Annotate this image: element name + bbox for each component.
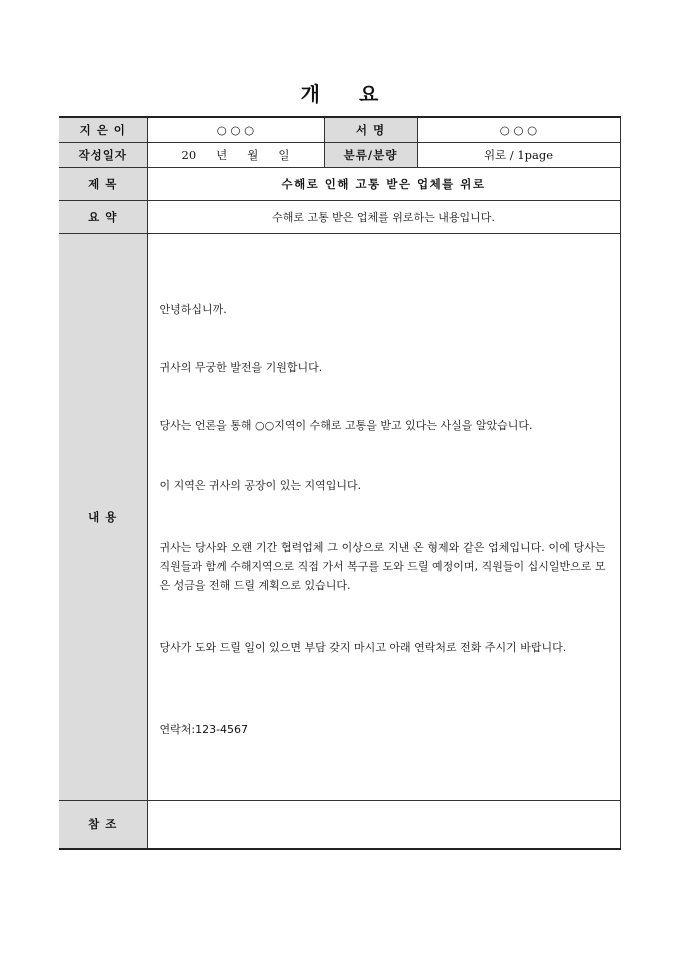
content-paragraph: 이 지역은 귀사의 공장이 있는 지역입니다. <box>159 478 362 492</box>
author-value: ○ ○ ○ <box>147 117 324 142</box>
date-row <box>59 142 620 167</box>
content-paragraph: 당사는 언론을 통해 ○○지역이 수해로 고통을 받고 있다는 사실을 알았습니다. <box>159 418 533 432</box>
title-part-2: 요 <box>359 82 380 106</box>
reference-value <box>147 800 620 849</box>
category-label: 분류/분량 <box>324 142 417 167</box>
content-row <box>59 233 620 800</box>
overview-form-table <box>59 116 621 850</box>
reference-label: 참 조 <box>59 800 147 849</box>
content-paragraph: 귀사는 당사와 오랜 기간 협력업체 그 이상으로 지낸 온 형제와 같은 업체입니다. 이에 당사는 직원들과 함께 수해지역으로 직접 가서 복구를 도와 드릴 예정이며, 직원들이 십시일반으로 모은 성금을 전해 드릴 계획으로 있습니다. <box>159 540 606 592</box>
date-value <box>147 142 324 167</box>
date-year-unit: 년 <box>216 147 228 162</box>
author-label: 지 은 이 <box>59 117 147 142</box>
date-month-unit: 월 <box>247 147 259 162</box>
summary-row <box>59 200 620 233</box>
content-paragraph: 당사가 도와 드릴 일이 있으면 부담 갖지 마시고 아래 연락처로 전화 주시기 바랍니다. <box>159 640 567 654</box>
date-label: 작성일자 <box>59 142 147 167</box>
subject-row <box>59 167 620 200</box>
subject-label: 제 목 <box>59 167 147 200</box>
date-day-unit: 일 <box>278 147 290 162</box>
author-row <box>59 117 620 142</box>
content-paragraph: 연락처:123-4567 <box>159 722 249 736</box>
reference-row <box>59 800 620 849</box>
summary-value: 수해로 고통 받은 업체를 위로하는 내용입니다. <box>147 200 620 233</box>
content-paragraph: 안녕하십니까. <box>159 302 227 316</box>
date-year: 20 <box>181 147 197 162</box>
content-body <box>147 233 620 800</box>
summary-label: 요 약 <box>59 200 147 233</box>
content-paragraph: 귀사의 무궁한 발전을 기원합니다. <box>159 360 323 374</box>
document-title <box>0 78 680 107</box>
signature-value: ○ ○ ○ <box>417 117 620 142</box>
category-value: 위로 / 1page <box>417 142 620 167</box>
content-label: 내 용 <box>59 233 147 800</box>
subject-value: 수해로 인해 고통 받은 업체를 위로 <box>147 167 620 200</box>
signature-label: 서 명 <box>324 117 417 142</box>
title-part-1: 개 <box>300 82 321 106</box>
